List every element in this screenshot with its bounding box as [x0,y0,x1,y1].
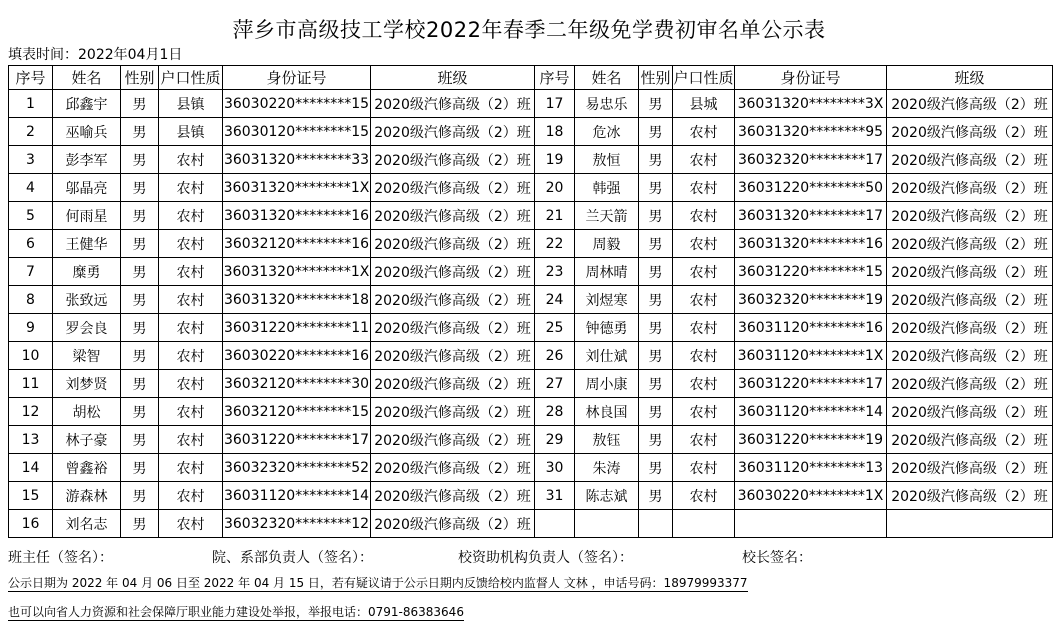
cell-class: 2020级汽修高级（2）班 [887,314,1053,342]
table-row [9,118,1053,146]
cell-no: 6 [9,230,53,258]
cell-id: 36031120********14 [223,482,371,510]
cell-hukou: 农村 [673,118,735,146]
header-gender: 性别 [121,66,159,90]
cell-hukou: 农村 [673,258,735,286]
cell-hukou: 农村 [673,202,735,230]
cell-gender: 男 [639,174,673,202]
cell-id: 36030220********1X [735,482,887,510]
cell-hukou: 农村 [159,454,223,482]
cell-name: 朱涛 [575,454,639,482]
cell-name: 刘梦贤 [53,370,121,398]
cell-class: 2020级汽修高级（2）班 [371,510,535,538]
cell-name: 韩强 [575,174,639,202]
cell-gender: 男 [121,174,159,202]
cell-hukou: 农村 [159,286,223,314]
cell-name: 林良国 [575,398,639,426]
cell-class: 2020级汽修高级（2）班 [371,370,535,398]
cell-no: 30 [535,454,575,482]
cell-hukou: 农村 [673,482,735,510]
cell-name: 危冰 [575,118,639,146]
cell-hukou: 农村 [673,314,735,342]
cell-gender: 男 [121,146,159,174]
cell-hukou: 农村 [159,314,223,342]
cell-id: 36030220********16 [223,342,371,370]
cell-no: 5 [9,202,53,230]
table-row [9,286,1053,314]
header-id: 身份证号 [735,66,887,90]
cell-no: 23 [535,258,575,286]
cell-id: 36030120********15 [223,118,371,146]
cell-class: 2020级汽修高级（2）班 [887,202,1053,230]
cell-gender: 男 [639,90,673,118]
cell-hukou: 县镇 [159,90,223,118]
cell-name: 张致远 [53,286,121,314]
public-notice-period: 公示日期为 2022 年 04 月 06 日至 2022 年 04 月 15 日，若有疑议请于公示日期内反馈给校内监督人 文林 ，申话号码：18979993377 [8,576,748,590]
cell-hukou: 农村 [159,510,223,538]
aid-head-signature: 校资助机构负责人（签名）： [458,550,633,566]
cell-gender: 男 [121,258,159,286]
cell-id: 36031220********50 [735,174,887,202]
cell-hukou: 农村 [159,370,223,398]
cell-class: 2020级汽修高级（2）班 [371,90,535,118]
header-hukou: 户口性质 [159,66,223,90]
roster-table [8,65,1053,538]
table-row [9,146,1053,174]
cell-name: 林子豪 [53,426,121,454]
cell-no: 21 [535,202,575,230]
cell-name: 周小康 [575,370,639,398]
header-class: 班级 [887,66,1053,90]
table-row [9,398,1053,426]
cell-gender: 男 [639,482,673,510]
cell-gender: 男 [639,370,673,398]
cell-name: 钟德勇 [575,314,639,342]
cell-id: 36031120********14 [735,398,887,426]
cell-id: 36031120********1X [735,342,887,370]
cell-no: 19 [535,146,575,174]
cell-class: 2020级汽修高级（2）班 [887,230,1053,258]
cell-class: 2020级汽修高级（2）班 [371,398,535,426]
cell-gender: 男 [639,258,673,286]
cell-hukou: 农村 [673,174,735,202]
cell-hukou: 农村 [159,146,223,174]
cell-class: 2020级汽修高级（2）班 [371,286,535,314]
cell-gender: 男 [121,426,159,454]
header-no: 序号 [535,66,575,90]
principal-signature: 校长签名： [742,550,812,566]
cell-id: 36031320********16 [735,230,887,258]
cell-id: 36031320********17 [735,202,887,230]
cell-gender: 男 [121,286,159,314]
cell-hukou: 县城 [673,90,735,118]
cell-gender: 男 [639,146,673,174]
table-row [9,90,1053,118]
cell-class: 2020级汽修高级（2）班 [371,454,535,482]
cell-name: 易忠乐 [575,90,639,118]
cell-hukou: 农村 [159,482,223,510]
cell-id: 36031220********11 [223,314,371,342]
table-row [9,482,1053,510]
cell-name: 周林晴 [575,258,639,286]
cell-no: 13 [9,426,53,454]
header-name: 姓名 [575,66,639,90]
cell-class: 2020级汽修高级（2）班 [887,174,1053,202]
cell-no: 22 [535,230,575,258]
cell-hukou: 农村 [159,342,223,370]
cell-gender: 男 [121,510,159,538]
table-row [9,230,1053,258]
cell-gender: 男 [639,454,673,482]
header-hukou: 户口性质 [673,66,735,90]
cell-name: 游森林 [53,482,121,510]
cell-id: 36031320********3X [735,90,887,118]
cell-no: 24 [535,286,575,314]
cell-gender: 男 [121,454,159,482]
cell-gender: 男 [121,342,159,370]
fill-date: 填表时间：2022年04月1日 [8,47,183,63]
cell-no: 26 [535,342,575,370]
cell-gender [639,510,673,538]
cell-no: 20 [535,174,575,202]
cell-class: 2020级汽修高级（2）班 [371,202,535,230]
header-name: 姓名 [53,66,121,90]
cell-name: 胡松 [53,398,121,426]
cell-class [887,510,1053,538]
cell-no: 29 [535,426,575,454]
header-class: 班级 [371,66,535,90]
cell-name: 周毅 [575,230,639,258]
cell-id: 36031120********13 [735,454,887,482]
cell-class: 2020级汽修高级（2）班 [887,286,1053,314]
cell-no: 18 [535,118,575,146]
cell-id: 36031320********16 [223,202,371,230]
cell-class: 2020级汽修高级（2）班 [887,90,1053,118]
cell-name: 邬晶亮 [53,174,121,202]
cell-gender: 男 [121,118,159,146]
cell-hukou: 农村 [673,398,735,426]
cell-name: 彭李军 [53,146,121,174]
cell-no: 27 [535,370,575,398]
cell-id: 36031320********18 [223,286,371,314]
cell-gender: 男 [639,342,673,370]
cell-class: 2020级汽修高级（2）班 [887,482,1053,510]
cell-name: 兰天箭 [575,202,639,230]
table-row [9,202,1053,230]
cell-hukou [673,510,735,538]
cell-hukou: 农村 [673,286,735,314]
cell-gender: 男 [639,202,673,230]
cell-id: 36032320********12 [223,510,371,538]
cell-gender: 男 [121,230,159,258]
cell-no: 9 [9,314,53,342]
cell-name: 梁智 [53,342,121,370]
cell-no: 3 [9,146,53,174]
cell-class: 2020级汽修高级（2）班 [887,426,1053,454]
cell-class: 2020级汽修高级（2）班 [371,146,535,174]
cell-class: 2020级汽修高级（2）班 [887,454,1053,482]
cell-id: 36032120********30 [223,370,371,398]
cell-no: 1 [9,90,53,118]
header-no: 序号 [9,66,53,90]
cell-name: 刘煜寒 [575,286,639,314]
cell-no: 12 [9,398,53,426]
cell-gender: 男 [639,286,673,314]
cell-hukou: 农村 [159,230,223,258]
cell-name [575,510,639,538]
cell-gender: 男 [121,202,159,230]
cell-gender: 男 [121,314,159,342]
cell-class: 2020级汽修高级（2）班 [371,230,535,258]
cell-hukou: 农村 [673,426,735,454]
cell-no: 16 [9,510,53,538]
cell-name: 王健华 [53,230,121,258]
cell-id: 36031320********95 [735,118,887,146]
cell-gender: 男 [639,118,673,146]
table-row [9,454,1053,482]
cell-hukou: 农村 [673,454,735,482]
cell-hukou: 农村 [673,370,735,398]
table-row [9,370,1053,398]
cell-name: 何雨星 [53,202,121,230]
cell-id: 36031120********16 [735,314,887,342]
header-gender: 性别 [639,66,673,90]
cell-name: 刘仕斌 [575,342,639,370]
cell-no: 10 [9,342,53,370]
cell-gender: 男 [639,314,673,342]
cell-hukou: 农村 [159,426,223,454]
table-row [9,174,1053,202]
cell-class: 2020级汽修高级（2）班 [371,426,535,454]
cell-id: 36031220********17 [223,426,371,454]
cell-gender: 男 [121,90,159,118]
cell-id: 36032320********17 [735,146,887,174]
cell-name: 罗会良 [53,314,121,342]
cell-no [535,510,575,538]
cell-name: 敖恒 [575,146,639,174]
cell-name: 刘名志 [53,510,121,538]
head-teacher-signature: 班主任（签名）： [8,550,113,566]
report-hotline-notice: 也可以向省人力资源和社会保障厅职业能力建设处举报，举报电话：0791-86383646 [8,605,464,619]
cell-class: 2020级汽修高级（2）班 [887,342,1053,370]
cell-id: 36031320********1X [223,258,371,286]
cell-class: 2020级汽修高级（2）班 [371,314,535,342]
cell-name: 巫喻兵 [53,118,121,146]
cell-no: 31 [535,482,575,510]
cell-id: 36032120********16 [223,230,371,258]
cell-id [735,510,887,538]
cell-id: 36031220********19 [735,426,887,454]
cell-hukou: 农村 [159,258,223,286]
cell-no: 11 [9,370,53,398]
cell-class: 2020级汽修高级（2）班 [887,398,1053,426]
cell-id: 36030220********15 [223,90,371,118]
cell-name: 邱鑫宇 [53,90,121,118]
cell-no: 17 [535,90,575,118]
cell-id: 36031320********33 [223,146,371,174]
cell-gender: 男 [121,398,159,426]
cell-hukou: 农村 [159,202,223,230]
cell-hukou: 农村 [673,230,735,258]
cell-class: 2020级汽修高级（2）班 [371,258,535,286]
cell-gender: 男 [639,230,673,258]
table-row [9,314,1053,342]
document-title: 萍乡市高级技工学校2022年春季二年级免学费初审名单公示表 [232,18,826,42]
cell-hukou: 农村 [673,146,735,174]
cell-class: 2020级汽修高级（2）班 [887,146,1053,174]
cell-id: 36031220********15 [735,258,887,286]
cell-no: 8 [9,286,53,314]
cell-id: 36032320********52 [223,454,371,482]
cell-gender: 男 [639,426,673,454]
cell-id: 36032320********19 [735,286,887,314]
table-row [9,426,1053,454]
cell-no: 25 [535,314,575,342]
dept-head-signature: 院、系部负责人（签名）： [212,550,373,566]
cell-class: 2020级汽修高级（2）班 [371,174,535,202]
cell-class: 2020级汽修高级（2）班 [371,118,535,146]
cell-no: 7 [9,258,53,286]
cell-name: 糜勇 [53,258,121,286]
cell-hukou: 农村 [159,174,223,202]
cell-no: 4 [9,174,53,202]
cell-name: 陈志斌 [575,482,639,510]
table-row [9,510,1053,538]
cell-id: 36032120********15 [223,398,371,426]
cell-name: 敖钰 [575,426,639,454]
table-row [9,258,1053,286]
cell-no: 14 [9,454,53,482]
table-row [9,342,1053,370]
cell-id: 36031220********17 [735,370,887,398]
cell-no: 2 [9,118,53,146]
cell-class: 2020级汽修高级（2）班 [887,370,1053,398]
cell-id: 36031320********1X [223,174,371,202]
table-header-row [9,66,1053,90]
cell-gender: 男 [121,370,159,398]
cell-hukou: 农村 [159,398,223,426]
cell-class: 2020级汽修高级（2）班 [371,482,535,510]
cell-hukou: 农村 [673,342,735,370]
cell-gender: 男 [639,398,673,426]
cell-no: 15 [9,482,53,510]
cell-class: 2020级汽修高级（2）班 [371,342,535,370]
cell-class: 2020级汽修高级（2）班 [887,118,1053,146]
cell-no: 28 [535,398,575,426]
cell-name: 曾鑫裕 [53,454,121,482]
cell-hukou: 县镇 [159,118,223,146]
header-id: 身份证号 [223,66,371,90]
cell-gender: 男 [121,482,159,510]
cell-class: 2020级汽修高级（2）班 [887,258,1053,286]
